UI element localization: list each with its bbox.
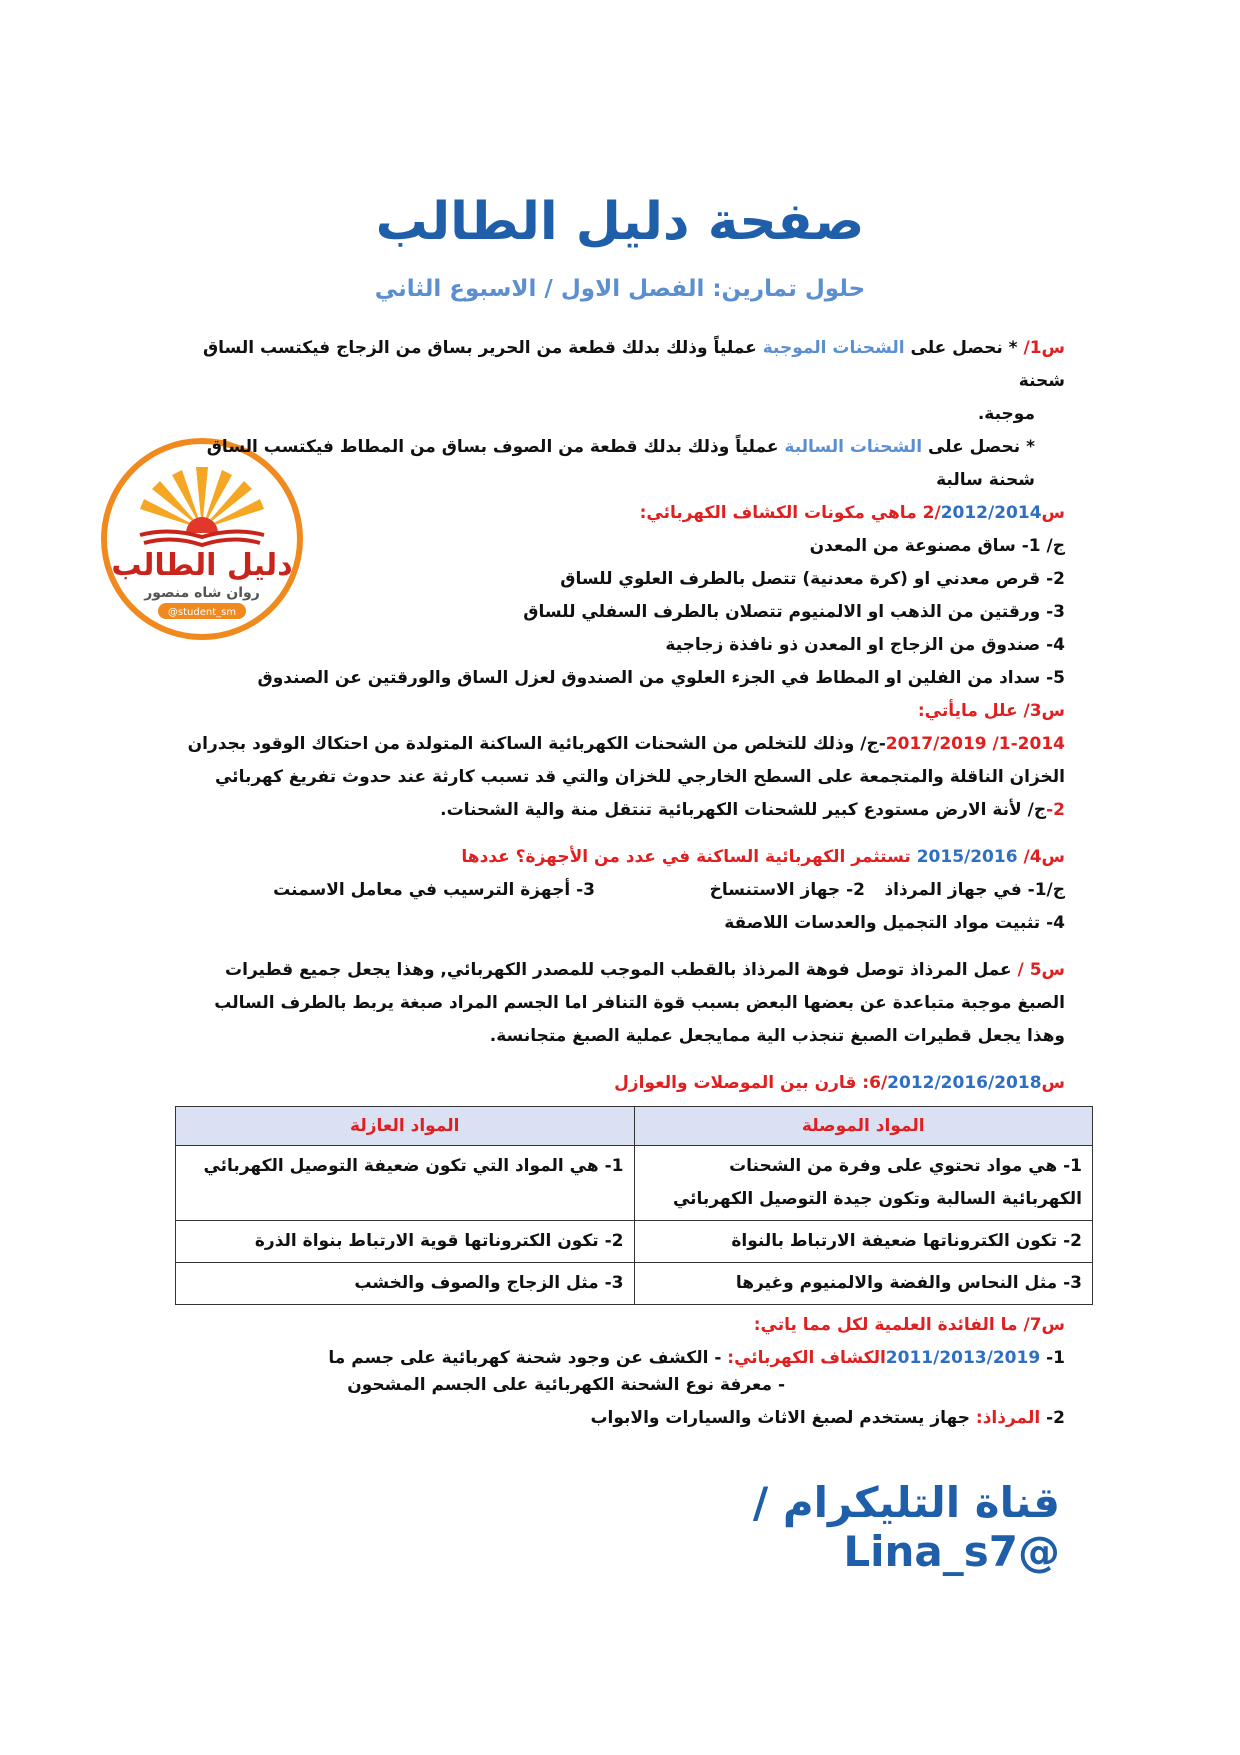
q3-a1-text: -ج/ وذلك للتخلص من الشحنات الكهربائية الساكنة المتولدة من احتكاك الوقود بجدران xyxy=(187,734,886,754)
q3-heading: س3/ علل مايأتي: xyxy=(917,701,1065,721)
q7-i2-text: جهاز يستخدم لصبغ الاثاث والسيارات والابواب xyxy=(590,1408,976,1428)
q6-label: س6/ xyxy=(869,1073,1065,1093)
table-cell: 3- مثل النحاس والفضة والالمنيوم وغيرها xyxy=(634,1263,1093,1305)
table-row xyxy=(176,1263,1093,1305)
q4-option: 3- أجهزة الترسيب في معامل الاسمنت xyxy=(273,880,595,900)
q2-heading xyxy=(175,497,1065,530)
logo-name: دليل الطالب xyxy=(111,548,293,583)
q2-years: 2012/2014 xyxy=(940,503,1042,523)
q4-heading xyxy=(175,841,1065,874)
table-header-row xyxy=(176,1107,1093,1146)
q5-text: عمل المرذاذ توصل فوهة المرذاذ بالقطب الموجب للمصدر الكهربائي, وهذا يجعل جميع قطيرات xyxy=(225,960,1012,980)
q7-item2 xyxy=(175,1402,1065,1435)
q6-years: 2012/2016/2018 xyxy=(887,1073,1042,1093)
q3-answer2 xyxy=(175,794,1065,827)
q7-i2-number: 2- xyxy=(1040,1408,1065,1428)
table-cell: 1- هي مواد تحتوي على وفرة من الشحنات الكهربائية السالبة وتكون جيدة التوصيل الكهربائي xyxy=(634,1146,1093,1221)
page-subtitle: حلول تمارين: الفصل الاول / الاسبوع الثاني xyxy=(374,276,866,302)
table-cell: 3- مثل الزجاج والصوف والخشب xyxy=(176,1263,635,1305)
table-row xyxy=(176,1146,1093,1221)
q7-i1-text: - الكشف عن وجود شحنة كهربائية على جسم ما xyxy=(328,1348,728,1368)
q7-item1-cont: - معرفة نوع الشحنة الكهربائية على الجسم المشحون xyxy=(347,1375,785,1395)
q1-text-b: عملياً وذلك بدلك قطعة من الحرير بساق من الزجاج فيكتسب الساق شحنة xyxy=(202,338,1065,391)
content-body xyxy=(175,332,1082,1435)
q1-highlight-positive: الشحنات الموجبة xyxy=(762,338,905,358)
q4-question: تستثمر الكهربائية الساكنة في عدد من الأجهزة؟ عددها xyxy=(461,847,917,867)
q7-i1-years: 2011/2013/2019 xyxy=(885,1348,1041,1368)
column-header-conductors: المواد الموصلة xyxy=(634,1107,1093,1146)
q1-text-c: * نحصل على xyxy=(922,437,1035,457)
table-cell: 2- تكون الكتروناتها قوية الارتباط بنواة الذرة xyxy=(176,1221,635,1263)
q1-label: س1/ xyxy=(1023,338,1065,358)
table-row xyxy=(176,1221,1093,1263)
q5-line3: وهذا يجعل قطيرات الصبغ تنجذب الية ممايجعل عملية الصبغ متجانسة. xyxy=(489,1026,1065,1046)
q1-line1-cont: موجبة. xyxy=(977,404,1035,424)
q1-line1 xyxy=(175,332,1065,398)
q2-item: 4- صندوق من الزجاج او المعدن ذو نافذة زجاجية xyxy=(665,635,1065,655)
q1-text-a: * نحصل على xyxy=(904,338,1024,358)
q3-a2-number: 2- xyxy=(1046,800,1065,820)
q1-line2 xyxy=(175,431,1065,464)
q5-line2: الصبغ موجبة متباعدة عن بعضها البعض بسبب قوة التنافر اما الجسم المراد صبغة يربط بالطرف السالب xyxy=(214,993,1065,1013)
q6-question: : قارن بين الموصلات والعوازل xyxy=(614,1073,870,1093)
q3-a1-years: 2014/ 2017/2019 xyxy=(885,734,1065,754)
q1-highlight-negative: الشحنات السالبة xyxy=(784,437,923,457)
q2-item: 2- قرص معدني او (كرة معدنية) تتصل بالطرف العلوي للساق xyxy=(560,569,1065,589)
q3-a2-text: ج/ لأنة الارض مستودع كبير للشحنات الكهربائية تنتقل منة والية الشحنات. xyxy=(440,800,1047,820)
q3-answer1-cont: الخزان الناقلة والمتجمعة على السطح الخارجي للخزان والتي قد تسبب كارثة عند حدوث تفريغ كهربائي xyxy=(214,767,1065,787)
q4-option: 2- جهاز الاستنساخ xyxy=(709,880,865,900)
table-cell: 2- تكون الكتروناتها ضعيفة الارتباط بالنواة xyxy=(634,1221,1093,1263)
q1-line2-cont: شحنة سالبة xyxy=(936,470,1035,490)
q7-i1-term: الكشاف الكهربائي: xyxy=(727,1348,886,1368)
q4-years: 2015/2016 xyxy=(916,847,1018,867)
q2-question: ماهي مكونات الكشاف الكهربائي: xyxy=(639,503,923,523)
q1-text-d: عملياً وذلك بدلك قطعة من الصوف بساق من المطاط فيكتسب الساق xyxy=(206,437,785,457)
telegram-channel: قناة التليكرام / @Lina_s7 xyxy=(752,1478,1060,1576)
q7-i1-number: 1- xyxy=(1040,1348,1065,1368)
q2-item: 5- سداد من الفلين او المطاط في الجزء العلوي من الصندوق لعزل الساق والورقتين عن الصندوق xyxy=(257,668,1065,688)
column-header-insulators: المواد العازلة xyxy=(176,1107,635,1146)
q4-options-row xyxy=(175,874,1065,907)
table-cell: 1- هي المواد التي تكون ضعيفة التوصيل الكهربائي xyxy=(176,1146,635,1221)
page-title: صفحة دليل الطالب xyxy=(375,192,865,252)
q4-option: ج/1- في جهاز المرذاذ xyxy=(884,880,1065,900)
q4-label: س4/ xyxy=(1017,847,1065,867)
q2-label: س2/ xyxy=(922,503,1065,523)
q7-i2-term: المرذاذ: xyxy=(975,1408,1041,1428)
q3-answer1 xyxy=(175,728,1065,761)
q2-item: 3- ورقتين من الذهب او الالمنيوم تتصلان بالطرف السفلي للساق xyxy=(523,602,1065,622)
q5-line1 xyxy=(175,954,1065,987)
q4-option: 4- تثبيت مواد التجميل والعدسات اللاصقة xyxy=(724,913,1065,933)
logo-author: روان شاه منصور xyxy=(144,585,260,601)
q5-label: س5 / xyxy=(1011,960,1065,980)
q3-a1-number: 1- xyxy=(998,734,1018,754)
q2-item: ج/ 1- ساق مصنوعة من المعدن xyxy=(809,536,1065,556)
logo-handle: @student_sm xyxy=(167,607,237,618)
comparison-table xyxy=(175,1106,1093,1305)
q6-heading xyxy=(175,1067,1065,1100)
q7-heading: س7/ ما الفائدة العلمية لكل مما ياتي: xyxy=(753,1315,1065,1335)
